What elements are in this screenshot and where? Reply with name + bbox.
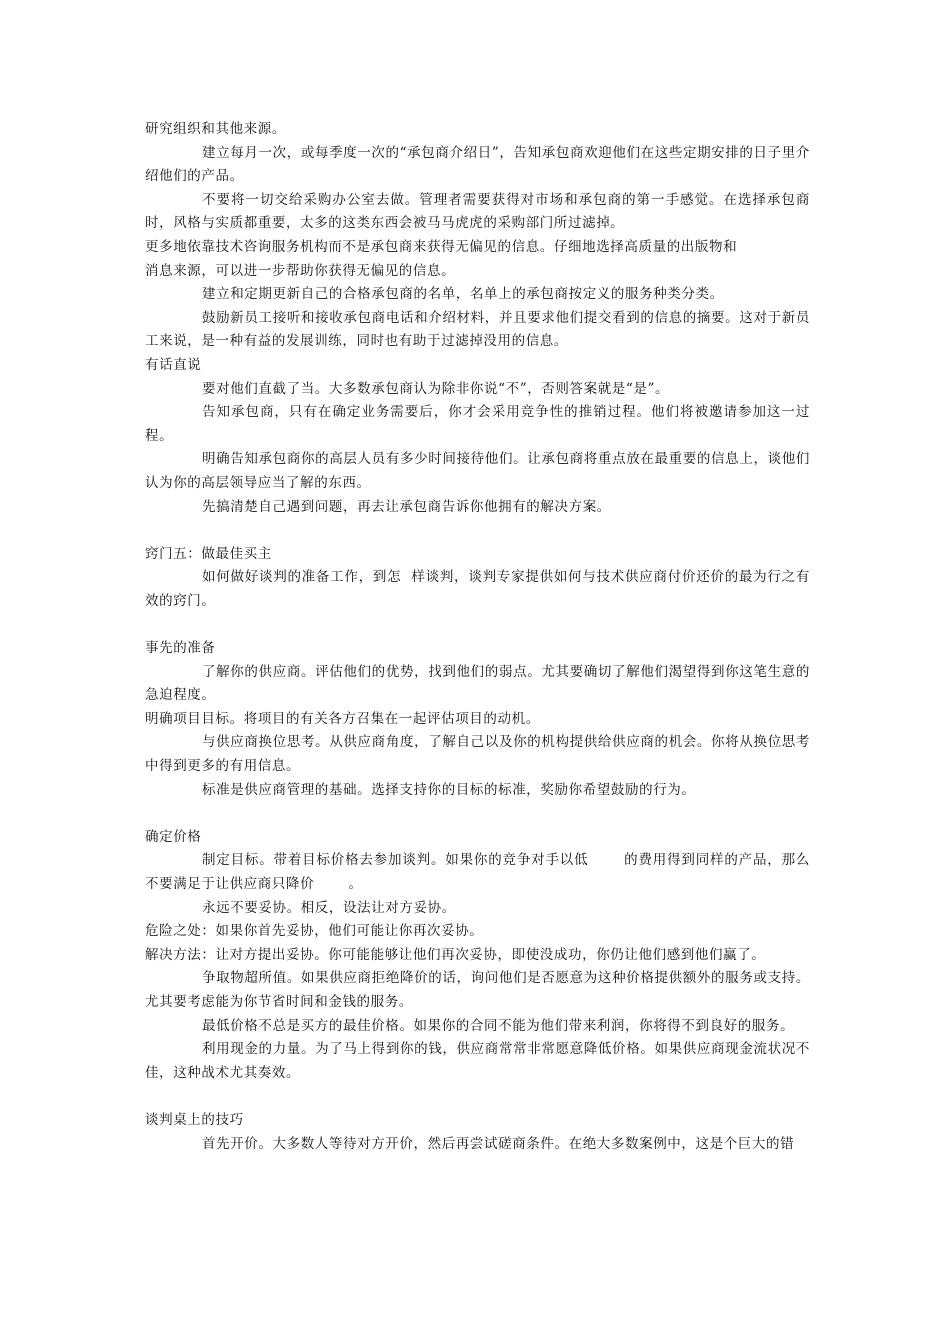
paragraph: 与供应商换位思考。从供应商角度，了解自己以及你的机构提供给供应商的机会。你将从换位思考中得到更多的有用信息。 <box>145 734 810 775</box>
blank-line <box>145 802 810 826</box>
paragraph: 制定目标。带着目标价格去参加谈判。如果你的竞争对手以低 的费用得到同样的产品，那么不要满足于让供应商只降价 。 <box>145 852 810 892</box>
paragraph: 确定价格 <box>145 828 202 845</box>
paragraph: 危险之处：如果你首先妥协，他们可能让你再次妥协。 <box>145 923 484 940</box>
paragraph: 了解你的供应商。评估他们的优势，找到他们的弱点。尤其要确切了解他们渴望得到你这笔生意的急迫程度。 <box>145 663 810 704</box>
blank-line <box>145 519 810 543</box>
paragraph: 研究组织和其他来源。 <box>145 121 286 137</box>
paragraph: 建立每月一次，或每季度一次的“承包商介绍日”，告知承包商欢迎他们在这些定期安排的日子里介绍他们的产品。 <box>145 144 810 185</box>
paragraph: 利用现金的力量。为了马上得到你的钱，供应商常常非常愿意降低价格。如果供应商现金流状况不佳，这种战术尤其奏效。 <box>145 1041 810 1081</box>
paragraph: 有话直说 <box>145 356 202 373</box>
paragraph: 永远不要妥协。相反，设法让对方妥协。 <box>202 899 456 916</box>
paragraph: 谈判桌上的技巧 <box>145 1111 244 1128</box>
paragraph: 窍门五：做最佳买主 <box>145 545 272 562</box>
paragraph: 更多地依靠技术咨询服务机构而不是承包商来获得无偏见的信息。仔细地选择高质量的出版物和 <box>145 238 738 255</box>
paragraph: 鼓励新员工接听和接收承包商电话和介绍材料，并且要求他们提交看到的信息的摘要。这对于新员工来说，是一种有益的发展训练，同时也有助于过滤掉没用的信息。 <box>145 309 810 350</box>
paragraph: 建立和定期更新自己的合格承包商的名单，名单上的承包商按定义的服务种类分类。 <box>202 286 724 303</box>
paragraph: 告知承包商，只有在确定业务需要后，你才会采用竞争性的推销过程。他们将被邀请参加这一过程。 <box>145 404 810 444</box>
paragraph: 明确告知承包商你的高层人员有多少时间接待他们。让承包商将重点放在最重要的信息上，谈他们认为你的高层领导应当了解的东西。 <box>145 451 810 491</box>
blank-line <box>145 613 810 637</box>
paragraph: 要对他们直截了当。大多数承包商认为除非你说“不”，否则答案就是“是”。 <box>202 380 670 397</box>
paragraph: 如何做好谈判的准备工作，到怎 样谈判，谈判专家提供如何与技术供应商付价还价的最为行之有效的窍门。 <box>145 569 810 609</box>
paragraph: 标准是供应商管理的基础。选择支持你的目标的标准，奖励你希望鼓励的行为。 <box>202 781 696 798</box>
paragraph: 争取物超所值。如果供应商拒绝降价的话，询问他们是否愿意为这种价格提供额外的服务或支持。尤其要考虑能为你节省时间和金钱的服务。 <box>145 970 810 1010</box>
blank-line <box>145 1085 810 1109</box>
paragraph: 事先的准备 <box>145 640 216 657</box>
paragraph: 明确项目目标。将项目的有关各方召集在一起评估项目的动机。 <box>145 710 540 727</box>
paragraph: 首先开价。大多数人等待对方开价，然后再尝试磋商条件。在绝大多数案例中，这是个巨大的错 <box>202 1135 795 1152</box>
paragraph: 最低价格不总是买方的最佳价格。如果你的合同不能为他们带来利润，你将得不到良好的服务。 <box>202 1017 795 1034</box>
paragraph: 先搞清楚自己遇到问题，再去让承包商告诉你他拥有的解决方案。 <box>202 498 611 515</box>
paragraph: 消息来源，可以进一步帮助你获得无偏见的信息。 <box>145 262 456 279</box>
paragraph: 解决方法：让对方提出妥协。你可能能够让他们再次妥协，即使没成功，你仍让他们感到他们赢了。 <box>145 946 766 963</box>
document-body <box>145 118 810 1156</box>
paragraph: 不要将一切交给采购办公室去做。管理者需要获得对市场和承包商的第一手感觉。在选择承包商时，风格与实质都重要，太多的这类东西会被马马虎虎的采购部门所过滤掉。 <box>145 191 810 232</box>
